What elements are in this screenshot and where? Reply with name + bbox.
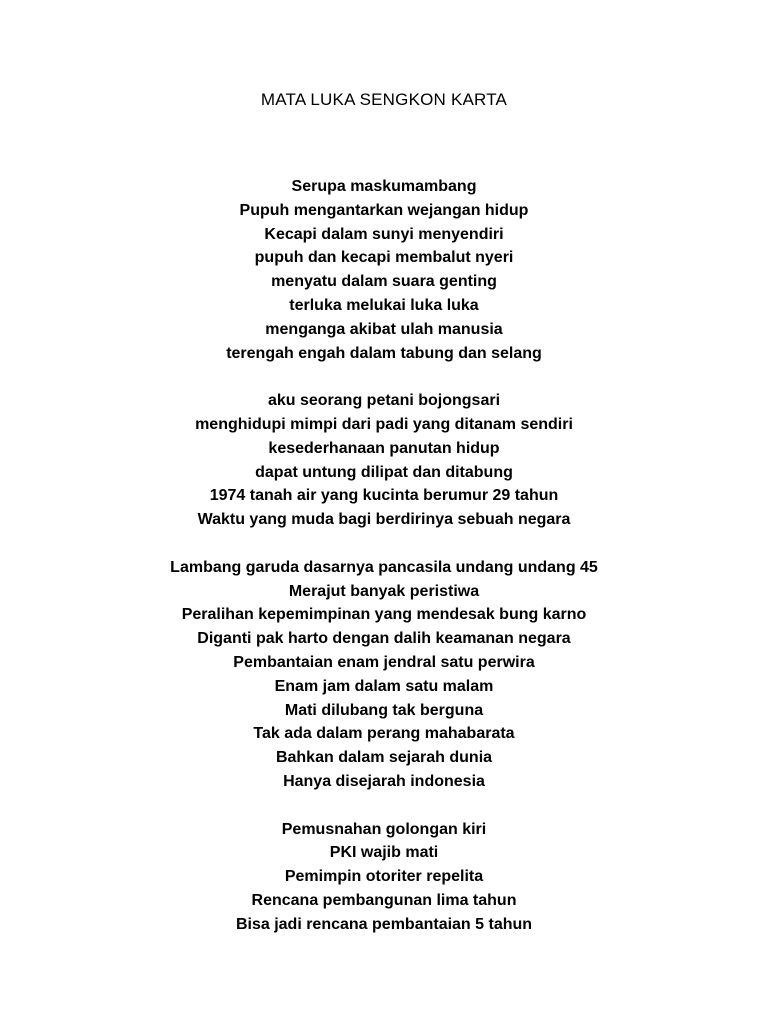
poem-line: kesederhanaan panutan hidup — [268, 439, 500, 457]
poem-line: Waktu yang muda bagi berdirinya sebuah negara — [197, 511, 571, 529]
poem-line: Mati dilubang tak berguna — [284, 701, 484, 719]
poem-line: Kecapi dalam sunyi menyendiri — [264, 225, 504, 243]
poem-line: Serupa maskumambang — [291, 178, 477, 195]
poem-line: menganga akibat ulah manusia — [265, 320, 503, 338]
poem-line: Rencana pembangunan lima tahun — [251, 891, 517, 909]
poem-line: 1974 tanah air yang kucinta berumur 29 tahun — [209, 487, 559, 505]
poem-line: Peralihan kepemimpinan yang mendesak bung karno — [181, 606, 587, 624]
poem-line: menyatu dalam suara genting — [271, 273, 497, 291]
poem-line: Lambang garuda dasarnya pancasila undang undang 45 — [170, 558, 598, 576]
poem-line: Pemimpin otoriter repelita — [284, 868, 484, 886]
stanza-3 — [0, 556, 768, 794]
poem-line: Pemusnahan golongan kiri — [281, 820, 487, 838]
stanza-1 — [0, 175, 768, 365]
poem-body — [0, 175, 768, 960]
poem-line: pupuh dan kecapi membalut nyeri — [254, 249, 514, 267]
poem-line: Bisa jadi rencana pembantaian 5 tahun — [235, 915, 533, 933]
stanza-2 — [0, 389, 768, 532]
poem-line: Hanya disejarah indonesia — [283, 772, 485, 790]
poem-line: Bahkan dalam sejarah dunia — [275, 749, 493, 767]
poem-title: MATA LUKA SENGKON KARTA — [260, 90, 508, 109]
stanza-4 — [0, 818, 768, 937]
poem-line: Merajut banyak peristiwa — [288, 582, 480, 600]
poem-line: Enam jam dalam satu malam — [274, 677, 494, 695]
poem-line: terluka melukai luka luka — [289, 296, 479, 314]
poem-line: menghidupi mimpi dari padi yang ditanam sendiri — [195, 415, 573, 433]
poem-line: Tak ada dalam perang mahabarata — [253, 725, 515, 743]
poem-line: Pembantaian enam jendral satu perwira — [233, 653, 535, 671]
poem-line: PKI wajib mati — [329, 844, 439, 862]
poem-line: Diganti pak harto dengan dalih keamanan negara — [197, 630, 571, 648]
poem-line: dapat untung dilipat dan ditabung — [255, 463, 513, 481]
poem-line: aku seorang petani bojongsari — [267, 392, 501, 410]
poem-line: Pupuh mengantarkan wejangan hidup — [239, 201, 529, 219]
poem-line: terengah engah dalam tabung dan selang — [226, 344, 542, 362]
